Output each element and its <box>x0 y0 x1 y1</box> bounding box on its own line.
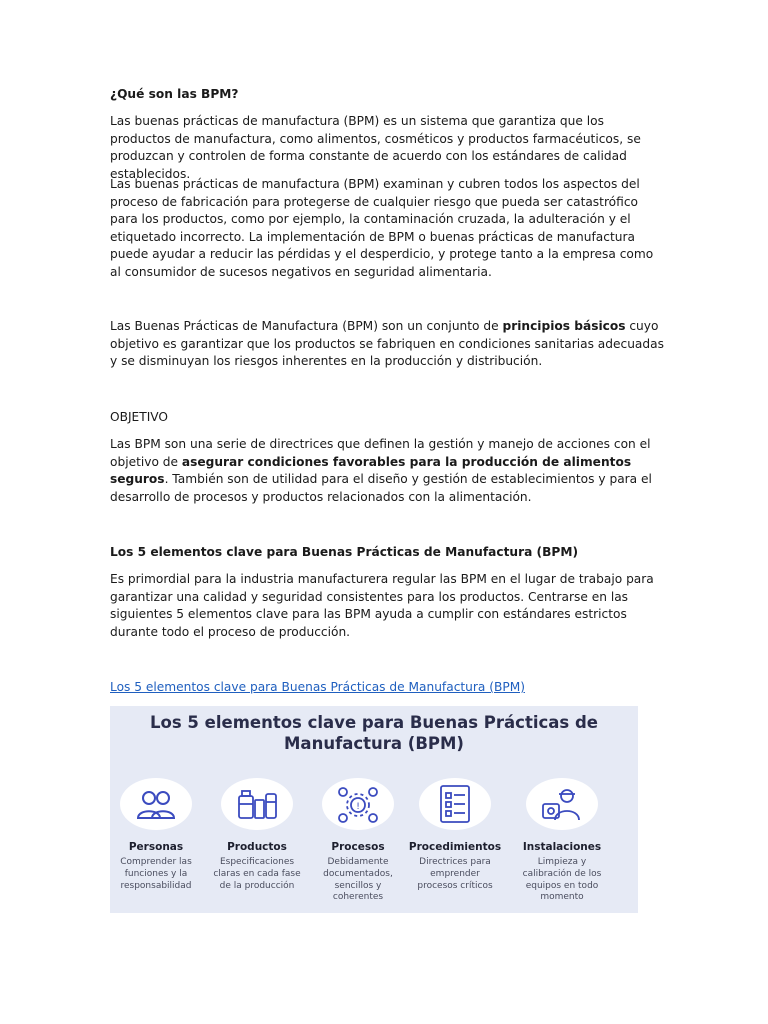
principles-emphasis: principios básicos <box>502 319 626 333</box>
card-desc: Limpieza y calibración de los equipos en todo momento <box>522 857 602 903</box>
objective-emphasis: asegurar condiciones favorables para la producción de alimentos seguros <box>110 454 632 487</box>
people-icon <box>120 778 192 830</box>
card-title: Personas <box>128 841 184 853</box>
card-personas <box>106 778 206 892</box>
card-desc: Especificaciones claras en cada fase de la producción <box>213 857 301 891</box>
card-productos <box>207 778 307 892</box>
card-desc: Comprender las funciones y la responsabilidad <box>120 857 192 891</box>
card-procesos <box>308 778 408 904</box>
elements-link-para <box>110 679 665 697</box>
paragraph-definition: Las buenas prácticas de manufactura (BPM) es un sistema que garantiza que los productos de manufactura, como alimentos, cosméticos y productos farmacéuticos, se produzcan y controlen de forma constante de acuerdo con los estándares de calidad establecidos. <box>110 114 641 181</box>
heading-elementos: Los 5 elementos clave para Buenas Prácticas de Manufactura (BPM) <box>110 545 579 559</box>
heading-objetivo: OBJETIVO <box>110 410 169 424</box>
card-title: Productos <box>227 841 287 853</box>
technician-icon <box>526 778 598 830</box>
checklist-icon <box>419 778 491 830</box>
process-gears-icon <box>322 778 394 830</box>
paragraph-elements: Es primordial para la industria manufacturera regular las BPM en el lugar de trabajo para garantizar una calidad y seguridad consistentes para los productos. Centrarse en las siguientes 5 elementos clave para las BPM ayuda a cumplir con estándares estrictos durante todo el proceso de producción. <box>110 572 654 639</box>
card-desc: Directrices para emprender procesos críticos <box>417 857 493 891</box>
elements-link[interactable]: Los 5 elementos clave para Buenas Prácticas de Manufactura (BPM) <box>110 680 525 694</box>
heading-que-son: ¿Qué son las BPM? <box>110 87 239 101</box>
card-title: Procedimientos <box>408 841 502 853</box>
svg-text:!: ! <box>356 802 360 812</box>
bpm-infographic <box>110 706 638 913</box>
products-icon <box>221 778 293 830</box>
card-instalaciones <box>512 778 612 904</box>
card-procedimientos <box>405 778 505 892</box>
card-title: Procesos <box>331 841 385 853</box>
card-desc: Debidamente documentados, sencillos y coherentes <box>323 857 393 903</box>
paragraph-principles: Las Buenas Prácticas de Manufactura (BPM) son un conjunto de principios básicos cuyo objetivo es garantizar que los productos se fabriquen en condiciones sanitarias adecuadas y se disminuyan los riesgos inherentes en la producción y distribución. <box>110 319 664 369</box>
paragraph-objective: Las BPM son una serie de directrices que definen la gestión y manejo de acciones con el objetivo de asegurar condiciones favorables para la producción de alimentos seguros. También son de utilidad para el diseño y gestión de establecimientos y para el desarrollo de procesos y productos relacionados con la alimentación. <box>110 437 652 504</box>
infographic-title: Los 5 elementos clave para Buenas Prácticas de Manufactura (BPM) <box>150 713 598 753</box>
paragraph-scope: Las buenas prácticas de manufactura (BPM) examinan y cubren todos los aspectos del proceso de fabricación para protegerse de cualquier riesgo que pueda ser catastrófico para los productos, como por ejemplo, la contaminación cruzada, la adulteración y el etiquetado incorrecto. La implementación de BPM o buenas prácticas de manufactura puede ayudar a reducir las pérdidas y el desperdicio, y protege tanto a la empresa como al consumidor de sucesos negativos en seguridad alimentaria. <box>110 177 654 279</box>
card-title: Instalaciones <box>522 841 602 853</box>
